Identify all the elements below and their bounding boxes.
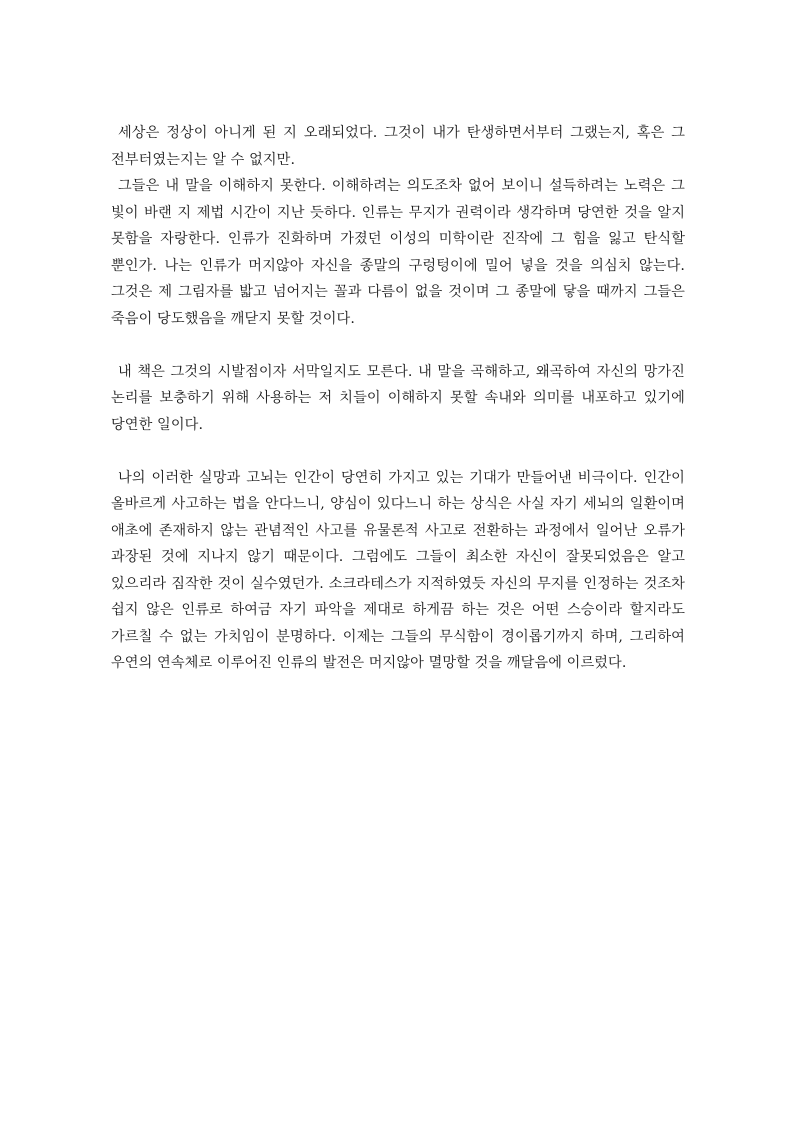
paragraph-4: 나의 이러한 실망과 고뇌는 인간이 당연히 가지고 있는 기대가 만들어낸 비극이다. 인간이 올바르게 사고하는 법을 안다느니, 양심이 있다느니 하는 상식은 사실 자기 세뇌의 일환이며 애초에 존재하지 않는 관념적인 사고를 유물론적 사고로 전환하는 과정에서 일어난 오류가 과장된 것에 지나지 않기 때문이다. 그럼에도 그들이 최소한 자신이 잘못되었음은 알고 있으리라 짐작한 것이 실수였던가. 소크라테스가 지적하였듯 자신의 무지를 인정하는 것조차 쉽지 않은 인류로 하여금 자기 파악을 제대로 하게끔 하는 것은 어떤 스승이라 할지라도 가르칠 수 없는 가치임이 분명하다. 이제는 그들의 무식함이 경이롭기까지 하며, 그리하여 우연의 연속체로 이루어진 인류의 발전은 머지않아 멸망할 것을 깨달음에 이르렀다. bbox=[111, 469, 685, 671]
paragraph-spacer bbox=[111, 332, 685, 359]
document-body bbox=[111, 120, 685, 677]
paragraph-3: 내 책은 그것의 시발점이자 서막일지도 모른다. 내 말을 곡해하고, 왜곡하여 자신의 망가진 논리를 보충하기 위해 사용하는 저 치들이 이해하지 못할 속내와 의미를 내포하고 있기에 당연한 일이다. bbox=[111, 363, 685, 433]
paragraph-spacer bbox=[111, 438, 685, 465]
paragraph-2: 그들은 내 말을 이해하지 못한다. 이해하려는 의도조차 없어 보이니 설득하려는 노력은 그 빛이 바랜 지 제법 시간이 지난 듯하다. 인류는 무지가 권력이라 생각하며 당연한 것을 알지 못함을 자랑한다. 인류가 진화하며 가졌던 이성의 미학이란 진작에 그 힘을 잃고 탄식할 뿐인가. 나는 인류가 머지않아 자신을 종말의 구렁텅이에 밀어 넣을 것을 의심치 않는다. 그것은 제 그림자를 밟고 넘어지는 꼴과 다름이 없을 것이며 그 종말에 닿을 때까지 그들은 죽음이 당도했음을 깨닫지 못할 것이다. bbox=[111, 178, 685, 327]
paragraph-1: 세상은 정상이 아니게 된 지 오래되었다. 그것이 내가 탄생하면서부터 그랬는지, 혹은 그 전부터였는지는 알 수 없지만. bbox=[111, 125, 685, 168]
